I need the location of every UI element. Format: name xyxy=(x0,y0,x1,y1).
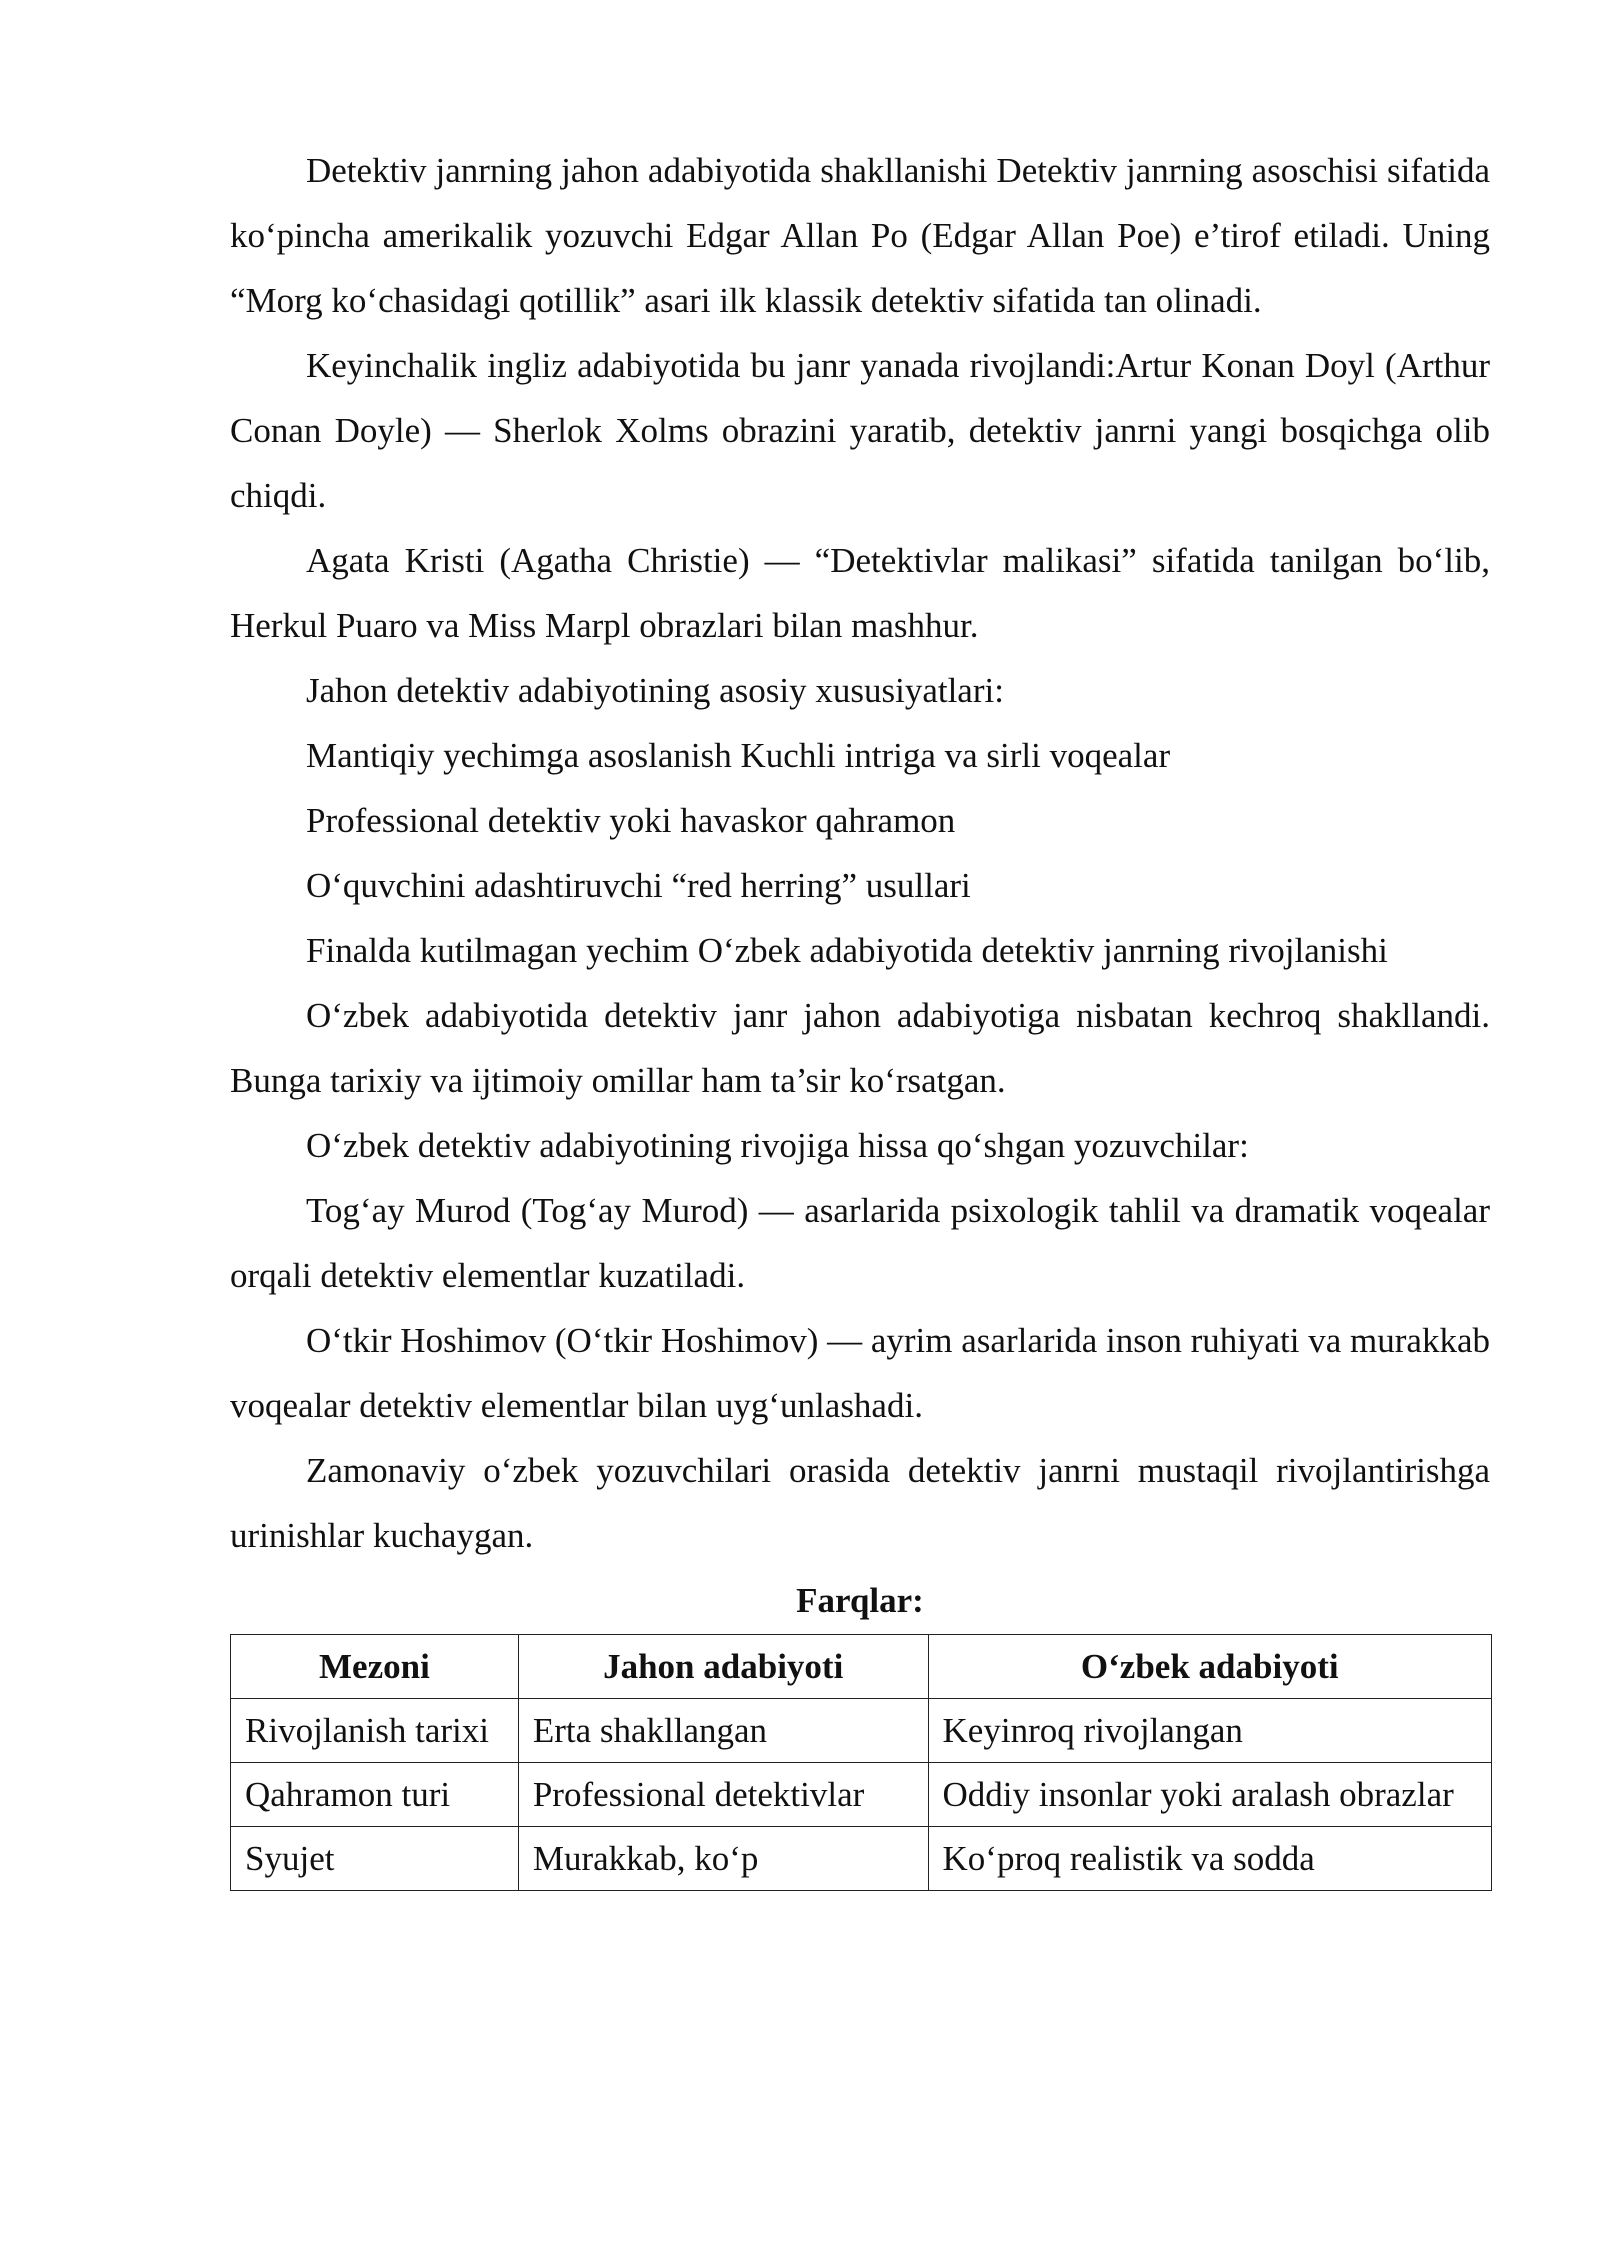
paragraph-conan-doyle: Keyinchalik ingliz adabiyotida bu janr yanada rivojlandi:Artur Konan Doyl (Arthur Conan Doyle) — Sherlok Xolms obrazini yaratib, detektiv janrni yangi bosqichga olib chiqdi. xyxy=(230,346,1490,515)
writers-heading: Oʻzbek detektiv adabiyotining rivojiga hissa qoʻshgan yozuvchilar: xyxy=(306,1126,1249,1165)
feature-item: Professional detektiv yoki havaskor qahramon xyxy=(306,801,956,840)
table-cell: Professional detektivlar xyxy=(518,1763,928,1827)
table-header-row xyxy=(231,1635,1492,1699)
table-row xyxy=(231,1827,1492,1891)
table-cell: Syujet xyxy=(231,1827,519,1891)
table-cell: Koʻproq realistik va sodda xyxy=(928,1827,1491,1891)
table-row xyxy=(231,1763,1492,1827)
table-cell: Erta shakllangan xyxy=(518,1699,928,1763)
feature-item: Oʻquvchini adashtiruvchi “red herring” usullari xyxy=(306,866,971,905)
table-row xyxy=(231,1699,1492,1763)
feature-item: Mantiqiy yechimga asoslanish Kuchli intriga va sirli voqealar xyxy=(306,736,1171,775)
table-title: Farqlar: xyxy=(796,1581,924,1620)
paragraph-otkir-hoshimov: Oʻtkir Hoshimov (Oʻtkir Hoshimov) — ayrim asarlarida inson ruhiyati va murakkab voqealar detektiv elementlar bilan uygʻunlashadi. xyxy=(230,1321,1490,1425)
table-cell: Keyinroq rivojlangan xyxy=(928,1699,1491,1763)
features-heading: Jahon detektiv adabiyotining asosiy xususiyatlari: xyxy=(306,671,1004,710)
table-cell: Qahramon turi xyxy=(231,1763,519,1827)
paragraph-uzbek-literature: Oʻzbek adabiyotida detektiv janr jahon adabiyotiga nisbatan kechroq shakllandi. Bunga tarixiy va ijtimoiy omillar ham ta’sir koʻrsatgan. xyxy=(230,996,1490,1100)
paragraph-edgar-poe: Detektiv janrning jahon adabiyotida shakllanishi Detektiv janrning asoschisi sifatida koʻpincha amerikalik yozuvchi Edgar Allan Po (Edgar Allan Poe) e’tirof etiladi. Uning “Morg koʻchasidagi qotillik” asari ilk klassik detektiv sifatida tan olinadi. xyxy=(230,151,1490,320)
header-world-literature: Jahon adabiyoti xyxy=(518,1635,928,1699)
feature-item: Finalda kutilmagan yechim Oʻzbek adabiyotida detektiv janrning rivojlanishi xyxy=(306,931,1388,970)
paragraph-togay-murod: Togʻay Murod (Togʻay Murod) — asarlarida psixologik tahlil va dramatik voqealar orqali detektiv elementlar kuzatiladi. xyxy=(230,1191,1490,1295)
document-page xyxy=(230,138,1490,1891)
paragraph-modern-writers: Zamonaviy oʻzbek yozuvchilari orasida detektiv janrni mustaqil rivojlantirishga urinishlar kuchaygan. xyxy=(230,1451,1490,1555)
header-criterion: Mezoni xyxy=(231,1635,519,1699)
header-uzbek-literature: Oʻzbek adabiyoti xyxy=(928,1635,1491,1699)
table-cell: Oddiy insonlar yoki aralash obrazlar xyxy=(928,1763,1491,1827)
table-cell: Murakkab, koʻp xyxy=(518,1827,928,1891)
table-cell: Rivojlanish tarixi xyxy=(231,1699,519,1763)
comparison-table xyxy=(230,1634,1492,1891)
paragraph-agatha-christie: Agata Kristi (Agatha Christie) — “Detektivlar malikasi” sifatida tanilgan boʻlib, Herkul Puaro va Miss Marpl obrazlari bilan mashhur. xyxy=(230,541,1490,645)
